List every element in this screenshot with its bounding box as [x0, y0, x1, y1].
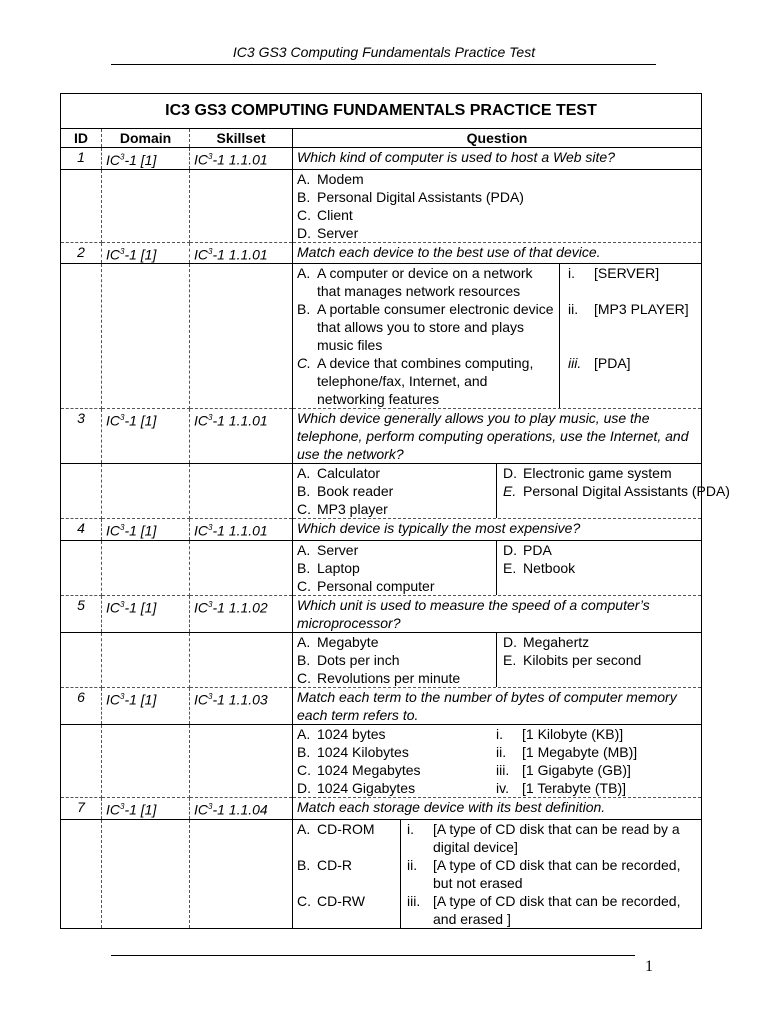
header-skillset: Skillset	[190, 129, 293, 148]
option-d: D. PDA	[503, 541, 552, 558]
table-row	[61, 797, 702, 819]
question-id: 7	[61, 797, 102, 819]
option-c: C. 1024 Megabytes	[297, 761, 421, 778]
running-header: IC3 GS3 Computing Fundamentals Practice Test	[232, 44, 536, 60]
question-id: 6	[61, 687, 102, 724]
table-row	[61, 242, 702, 264]
option-b: B. Book reader	[297, 483, 394, 500]
question-text: Which kind of computer is used to host a Web site?	[293, 148, 702, 170]
option-c: C. Personal computer	[297, 577, 435, 594]
option-a: A. 1024 bytes	[297, 725, 386, 742]
option-a: A. Calculator	[297, 465, 381, 482]
table-row	[61, 687, 702, 724]
answer-options	[293, 540, 702, 595]
header-domain: Domain	[102, 129, 190, 148]
option-d: D. Megahertz	[503, 633, 590, 650]
header-id: ID	[61, 129, 102, 148]
skillset-cell: $IC^3-1$ 1.1.02	[190, 595, 293, 632]
option-e: E. Netbook	[503, 559, 576, 576]
match-iv: iv. [1 Terabyte (TB)]	[496, 779, 627, 796]
skillset-cell: $IC^3-1$ 1.1.03	[190, 687, 293, 724]
answer-row	[61, 819, 702, 928]
skillset-cell: $IC^3-1$ 1.1.01	[190, 148, 293, 170]
option-b: B. Personal Digital Assistants (PDA)	[297, 188, 524, 205]
match-i: i. [SERVER]	[568, 265, 660, 282]
question-id: 4	[61, 519, 102, 541]
skillset-cell: $IC^3-1$ 1.1.01	[190, 242, 293, 264]
option-a: A. Megabyte	[297, 633, 379, 650]
option-a: A. A computer or device on a network that manages network resources	[297, 265, 533, 300]
table-row	[61, 148, 702, 170]
answer-row	[61, 540, 702, 595]
option-c: C. A device that combines computing, telephone/fax, Internet, and networking features	[297, 355, 534, 408]
domain-cell: $IC^3-1$ [1]	[102, 519, 190, 541]
answer-options	[293, 464, 730, 519]
option-a: A. CD-ROM	[297, 820, 375, 837]
question-id: 1	[61, 148, 102, 170]
option-d: D. 1024 Gigabytes	[297, 779, 416, 796]
matching-options	[293, 819, 702, 928]
match-ii: ii. [1 Megabyte (MB)]	[496, 743, 638, 760]
question-text: Match each device to the best use of that device.	[293, 242, 702, 264]
page-number: 1	[645, 958, 653, 975]
matching-options	[293, 264, 702, 409]
option-a: A. Modem	[297, 170, 364, 187]
footer-rule	[111, 955, 635, 956]
option-c: C. Client	[297, 206, 353, 223]
match-ii: ii. [MP3 PLAYER]	[568, 301, 689, 318]
option-b: B. 1024 Kilobytes	[297, 743, 409, 760]
option-e: E. Kilobits per second	[503, 651, 642, 668]
match-ii: ii. [A type of CD disk that can be recorded, but not erased	[407, 856, 681, 891]
option-b: B. A portable consumer electronic device that allows you to store and plays music files	[297, 301, 554, 354]
domain-cell: $IC^3-1$ [1]	[102, 409, 190, 464]
option-b: B. CD-R	[297, 856, 352, 873]
skillset-cell: $IC^3-1$ 1.1.01	[190, 409, 293, 464]
domain-cell: $IC^3-1$ [1]	[102, 242, 190, 264]
option-d: D. Electronic game system	[503, 465, 672, 482]
table-title-row	[61, 94, 702, 129]
question-text: Match each term to the number of bytes of computer memory each term refers to.	[293, 687, 702, 724]
option-e: E. Personal Digital Assistants (PDA)	[503, 483, 730, 500]
skillset-cell: $IC^3-1$ 1.1.04	[190, 797, 293, 819]
answer-row	[61, 464, 702, 519]
option-b: B. Dots per inch	[297, 651, 400, 668]
answer-row	[61, 724, 702, 797]
question-id: 3	[61, 409, 102, 464]
domain-cell: $IC^3-1$ [1]	[102, 687, 190, 724]
header-rule	[111, 64, 656, 65]
option-c: C. CD-RW	[297, 892, 365, 909]
skillset-cell: $IC^3-1$ 1.1.01	[190, 519, 293, 541]
answer-row	[61, 264, 702, 409]
question-id: 2	[61, 242, 102, 264]
answer-row	[61, 169, 702, 242]
option-c: C. MP3 player	[297, 501, 388, 518]
question-text: Which unit is used to measure the speed of a computer’s microprocessor?	[293, 595, 702, 632]
domain-cell: $IC^3-1$ [1]	[102, 595, 190, 632]
question-text: Which device generally allows you to play music, use the telephone, perform computing operations, use the Internet, and use the network?	[293, 409, 702, 464]
table-header-row	[61, 129, 702, 148]
match-iii: iii. [PDA]	[568, 355, 631, 372]
answer-options	[293, 169, 702, 242]
table-row	[61, 409, 702, 464]
answer-options	[293, 632, 702, 687]
table-row	[61, 595, 702, 632]
option-b: B. Laptop	[297, 559, 360, 576]
match-i: i. [1 Kilobyte (KB)]	[496, 725, 624, 742]
practice-test-table	[60, 93, 730, 929]
domain-cell: $IC^3-1$ [1]	[102, 148, 190, 170]
table-title: IC3 GS3 COMPUTING FUNDAMENTALS PRACTICE TEST	[61, 94, 702, 129]
question-text: Which device is typically the most expensive?	[293, 519, 702, 541]
question-text: Match each storage device with its best definition.	[293, 797, 702, 819]
match-iii: iii. [A type of CD disk that can be recorded, and erased ]	[407, 892, 681, 927]
option-a: A. Server	[297, 541, 359, 558]
answer-row	[61, 632, 702, 687]
header-question: Question	[293, 129, 702, 148]
table-row	[61, 519, 702, 541]
match-i: i. [A type of CD disk that can be read by a digital device]	[407, 820, 680, 855]
matching-options	[293, 724, 702, 797]
domain-cell: $IC^3-1$ [1]	[102, 797, 190, 819]
match-iii: iii. [1 Gigabyte (GB)]	[496, 761, 631, 778]
question-id: 5	[61, 595, 102, 632]
option-c: C. Revolutions per minute	[297, 669, 461, 686]
option-d: D. Server	[297, 224, 359, 241]
